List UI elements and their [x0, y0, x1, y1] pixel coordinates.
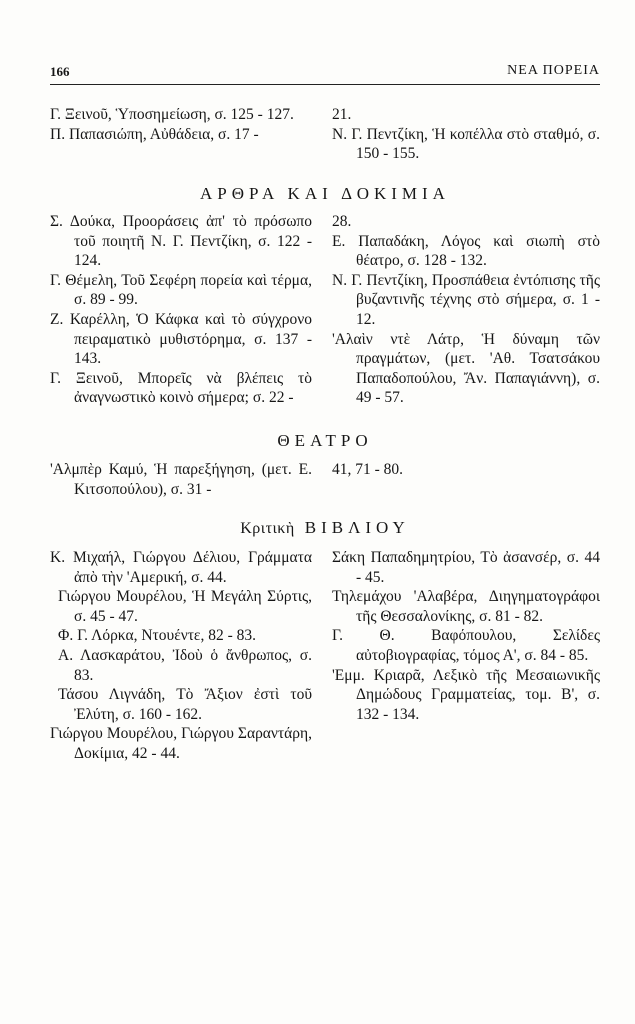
heading-prefix: Κριτικὴ: [240, 520, 295, 537]
right-column: [332, 460, 600, 480]
right-column: [332, 212, 600, 408]
section-heading-theatre: ΘΕΑΤΡΟ: [277, 431, 373, 450]
entry: Ε. Παπαδάκη, Λόγος καὶ σιωπὴ στὸ θέατρο, σ. 128 - 132.: [332, 232, 600, 270]
entry: Κ. Μιχαήλ, Γιώργου Δέλιου, Γράμματα ἀπὸ τὴν 'Αμερική, σ. 44.: [50, 549, 312, 586]
entry: Γιώργου Μουρέλου, Ἡ Μεγάλη Σύρτις, σ. 45 - 47.: [58, 588, 312, 625]
journal-title: ΝΕΑ ΠΟΡΕΙΑ: [507, 63, 600, 78]
left-column: [50, 212, 312, 408]
entry: 'Αλαὶν ντὲ Λάτρ, Ἡ δύναμη τῶν πραγμάτων, (μετ. 'Αθ. Τσατσάκου Παπαδοπούλου, Ἄν. Παπαγιάννη), σ. 49 - 57.: [332, 330, 600, 407]
left-column: [50, 460, 312, 499]
entry-continuation: 41, 71 - 80.: [332, 461, 404, 478]
entry: Σάκη Παπαδημητρίου, Τὸ ἀσανσέρ, σ. 44 - 45.: [332, 549, 600, 586]
entry: 'Εμμ. Κριαρᾶ, Λεξικὸ τῆς Μεσαιωνικῆς Δημώδους Γραμματείας, τομ. Β', σ. 132 - 134.: [332, 666, 600, 723]
entry: Γ. Ξεινοῦ, Μπορεῖς νὰ βλέπεις τὸ ἀναγνωστικὸ κοινὸ σήμερα; σ. 22 -: [50, 369, 312, 407]
entry-continuation: 28.: [332, 213, 352, 230]
entry: Φ. Γ. Λόρκα, Ντουέντε, 82 - 83.: [58, 627, 256, 645]
entry: 'Αλμπὲρ Καμύ, Ἡ παρεξήγηση, (μετ. Ε. Κιτσοπούλου), σ. 31 -: [50, 461, 312, 498]
heading-main: ΒΙΒΛΙΟΥ: [304, 518, 410, 537]
right-column: [332, 548, 600, 724]
page-number: 166: [50, 64, 70, 79]
entry: Τηλεμάχου 'Αλαβέρα, Διηγηματογράφοι τῆς Θεσσαλονίκης, σ. 81 - 82.: [332, 588, 600, 625]
right-column: [332, 105, 600, 164]
left-column: [50, 548, 312, 764]
entry: Ν. Γ. Πεντζίκη, Προσπάθεια ἐντόπισης τῆς βυζαντινῆς τέχνης στὸ σήμερα, σ. 1 - 12.: [332, 271, 600, 328]
entry: Γ. Θέμελη, Τοῦ Σεφέρη πορεία καὶ τέρμα, σ. 89 - 99.: [50, 271, 312, 309]
entry: Γιώργου Μουρέλου, Γιώργου Σαραντάρη, Δοκίμια, 42 - 44.: [50, 725, 312, 762]
section-heading-book-reviews: [50, 518, 600, 538]
entry: Γ. Θ. Βαφόπουλου, Σελίδες αὐτοβιογραφίας, τόμος Α', σ. 84 - 85.: [332, 627, 600, 664]
running-header: [50, 64, 600, 85]
left-column: [50, 105, 312, 144]
entry: Π. Παπασιώπη, Αὐθάδεια, σ. 17 -: [50, 125, 259, 143]
entry: Γ. Ξεινοῦ, Ὑποσημείωση, σ. 125 - 127.: [50, 106, 294, 123]
entry: Τάσου Λιγνάδη, Τὸ Ἄξιον ἐστὶ τοῦ Ἐλύτη, σ. 160 - 162.: [58, 686, 312, 723]
entry-continuation: 21.: [332, 106, 352, 123]
entry: Ν. Γ. Πεντζίκη, Ἡ κοπέλλα στὸ σταθμό, σ. 150 - 155.: [332, 125, 600, 163]
entry: Α. Λασκαράτου, Ἰδοὺ ὁ ἄνθρωπος, σ. 83.: [58, 646, 312, 684]
entry: Σ. Δούκα, Προοράσεις ἀπ' τὸ πρόσωπο τοῦ ποιητῆ Ν. Γ. Πεντζίκη, σ. 122 - 124.: [50, 213, 312, 270]
entry: Ζ. Καρέλλη, Ὁ Κάφκα καὶ τὸ σύγχρονο πειραματικὸ μυθιστόρημα, σ. 137 - 143.: [50, 310, 312, 368]
section-heading-articles: ΑΡΘΡΑ ΚΑΙ ΔΟΚΙΜΙΑ: [200, 184, 450, 203]
